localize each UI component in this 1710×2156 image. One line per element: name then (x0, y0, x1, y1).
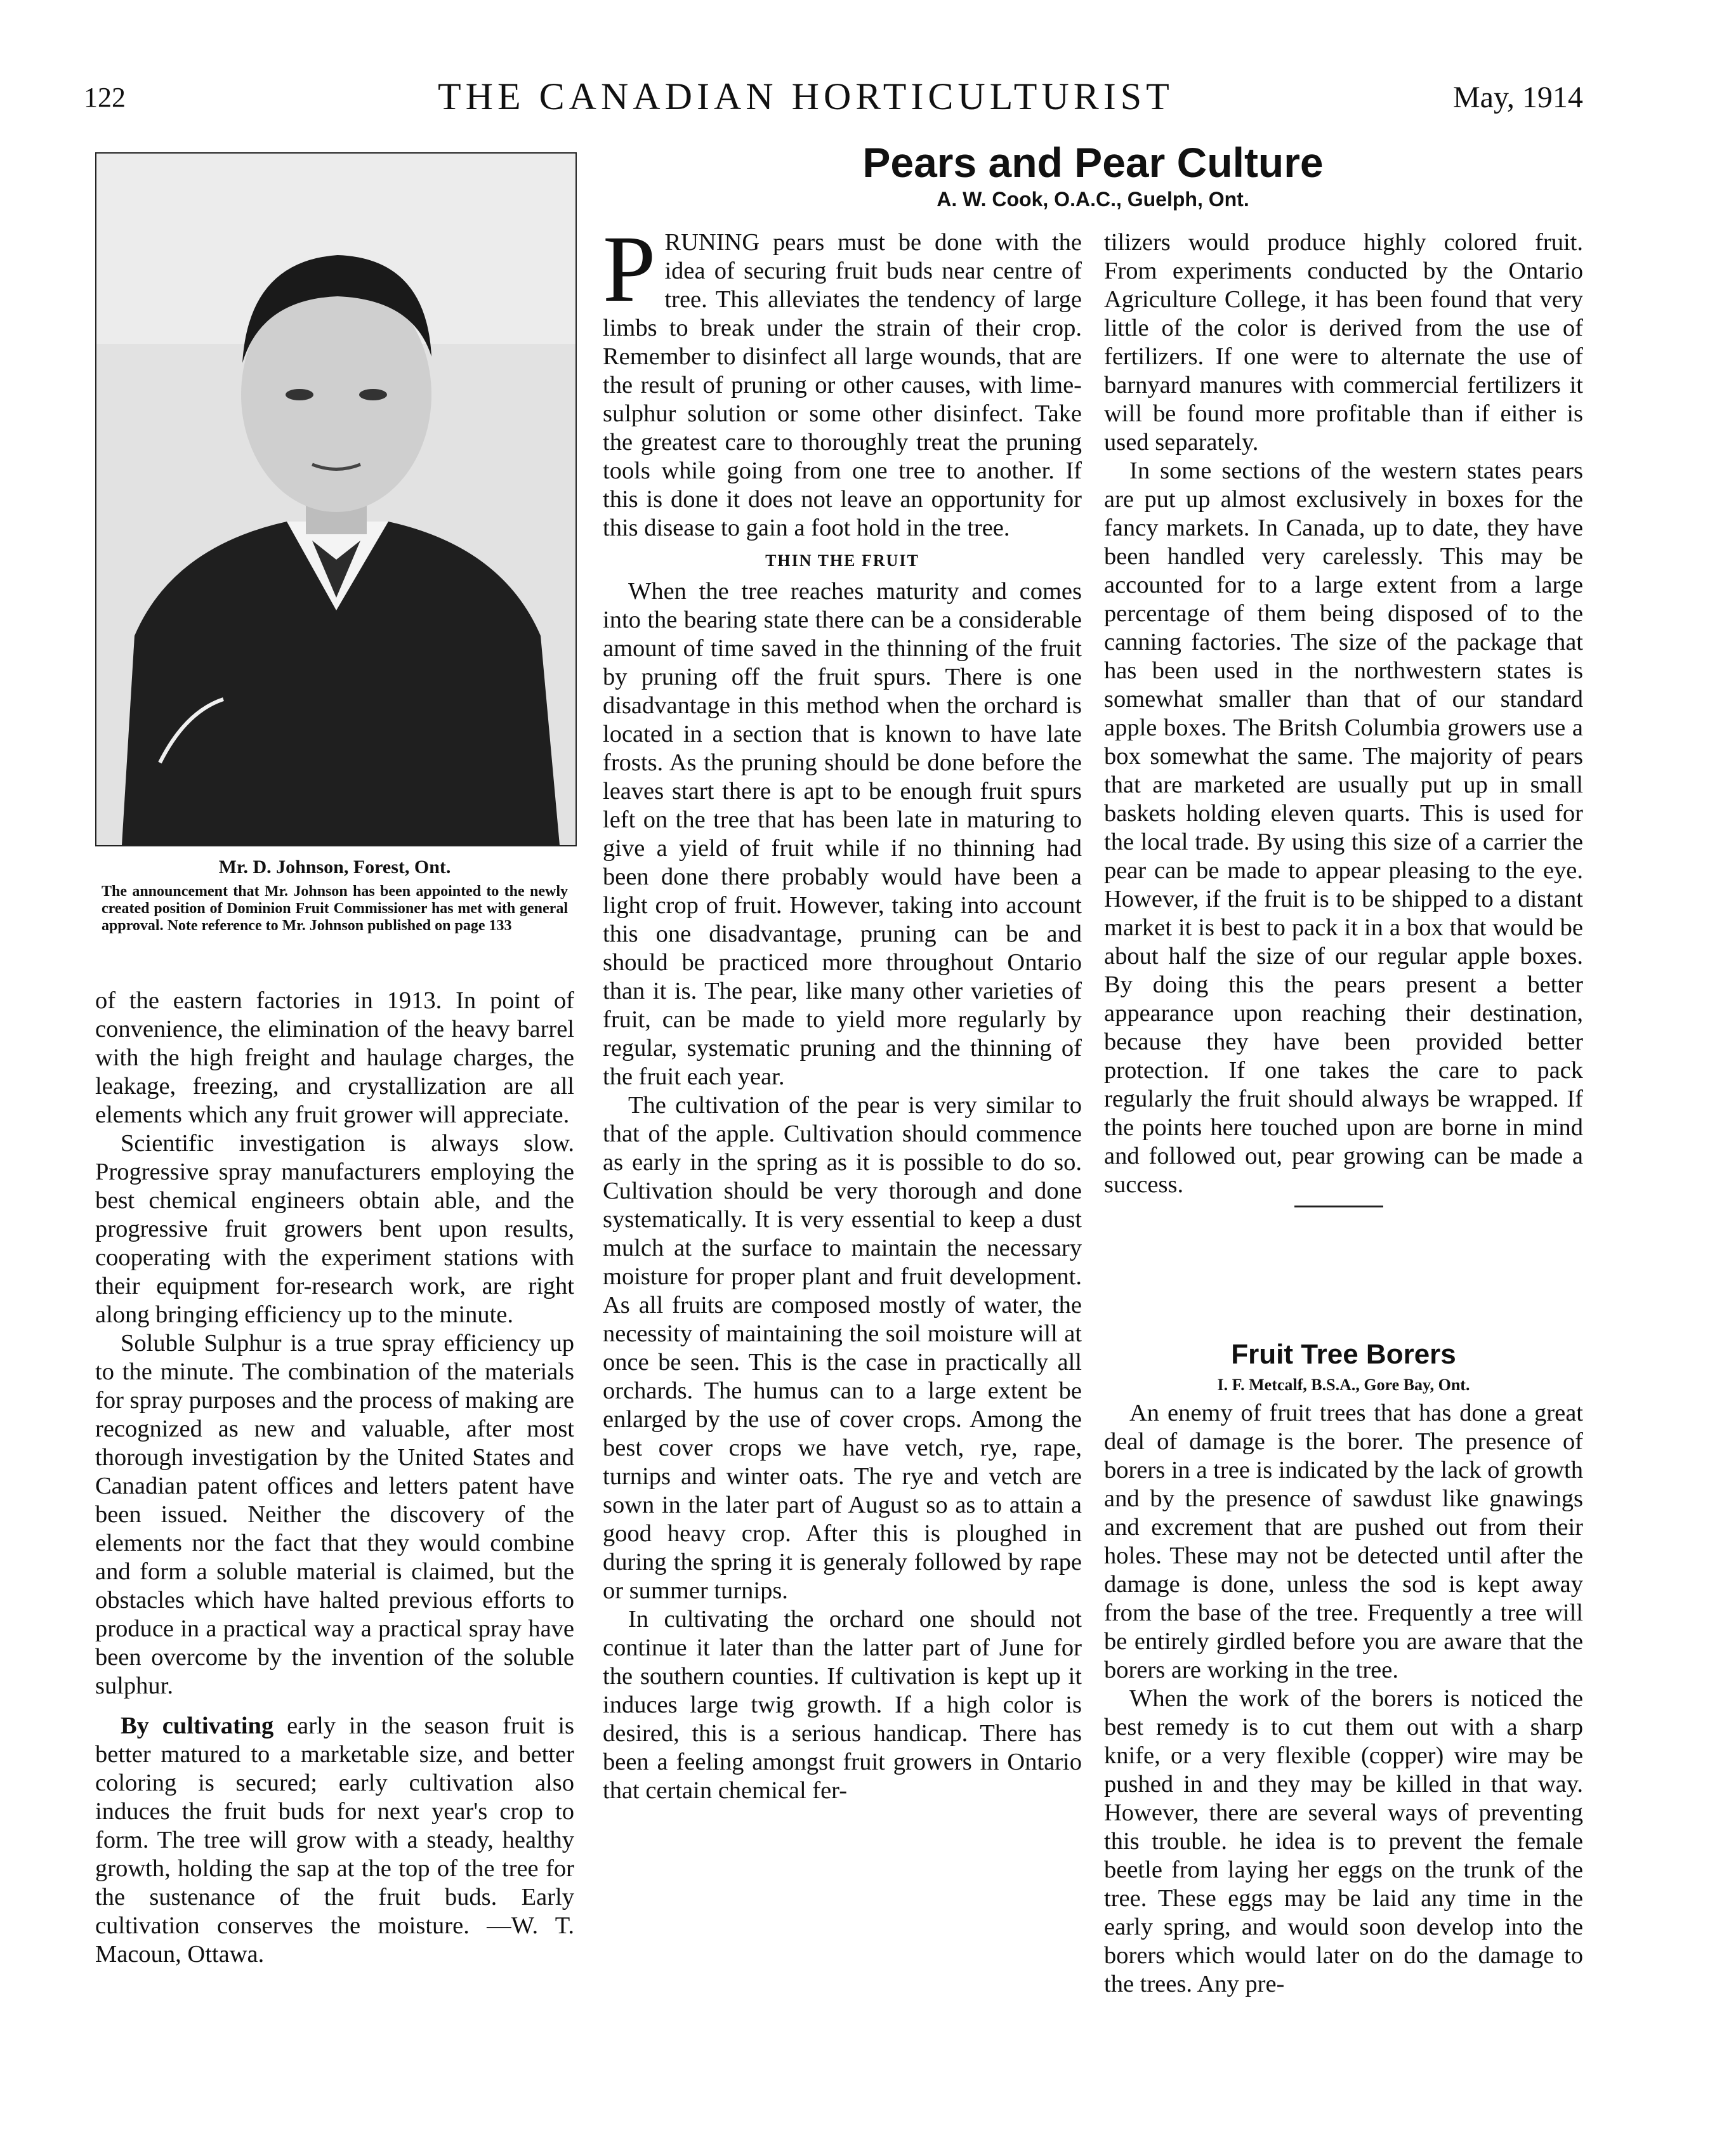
borers-paragraph-2: When the work of the borers is noticed the best remedy is to cut them out with a sharp knife, or a very flexible (copper) wire may be pushed in and they may be killed in that way. However, there are several ways of preventing this trouble. he idea is to prevent the female beetle from laying her eggs on the trunk of the tree. These eggs may be laid any time in the early spring, and would soon develop into the borers which would later on do the damage to the trees. Any pre- (1104, 1685, 1583, 1997)
borers-paragraph-1: An enemy of fruit trees that has done a great deal of damage is the borer. The presence of borers in a tree is indicated by the lack of growth and by the presence of sawdust like gnawings and excrement that are pushed out from their holes. These may not be detected until after the damage is done, unless the sod is kept away from the base of the tree. Frequently a tree will be entirely girdled before you are aware that the borers are working in the tree. (1104, 1400, 1583, 1683)
pears-intro-paragraph (603, 216, 1082, 542)
col1-paragraph-3: Soluble Sulphur is a true spray efficiency up to the minute. The combination of the materials for spray purposes and the process of making are recognized as new and valuable, after most thorough investigation by the United States and Canadian patent offices and letters patent have been issued. Neither the discovery of the elements nor the fact that they would combine and form a soluble material is claimed, but the obstacles which have halted previous efforts to produce in a practical way a practical spray have been overcome by the invention of the soluble sulphur. (95, 1330, 574, 1699)
issue-date: May, 1914 (1453, 81, 1583, 114)
col1-paragraph-2: Scientific investigation is always slow. Progressive spray manufacturers employing the best chemical engineers obtain able, and the progressive fruit growers bent upon results, cooperating with the experiment stations with their equipment for-research work, are right along bringing efficiency up to the minute. (95, 1130, 574, 1328)
pears-intro-text: RUNING pears must be done with the idea of securing fruit buds near centre of tree. This alleviates the tendency of large limbs to break under the strain of their crop. Remember to disinfect all large wounds, that are the result of pruning or other causes, with lime-sulphur solution or some other disinfect. Take the greatest care to thoroughly treat the pruning tools while going from one tree to another. If this is done it does not leave an opportunity for this disease to gain a foot hold in the tree. (603, 229, 1082, 541)
col1-cultivating-note (95, 1712, 574, 1969)
journal-title: THE CANADIAN HORTICULTURIST (438, 76, 1174, 117)
article-title-borers: Fruit Tree Borers (1231, 1339, 1456, 1370)
column-2 (603, 216, 1082, 1805)
drop-cap: P (603, 216, 656, 322)
column-1 (95, 987, 574, 1969)
article-title-pears: Pears and Pear Culture (862, 139, 1324, 186)
page-number: 122 (84, 82, 126, 113)
col2-paragraph-3: In cultivating the orchard one should not continue it later than the latter part of June for the southern counties. If cultivation is kept up it induces large twig growth. If a high color is desired, this is a serious handicap. There has been a feeling amongst fruit growers in Ontario that certain chemical fer- (603, 1606, 1082, 1804)
article-byline-pears: A. W. Cook, O.A.C., Guelph, Ont. (937, 188, 1249, 211)
article-byline-borers: I. F. Metcalf, B.S.A., Gore Bay, Ont. (1217, 1376, 1470, 1394)
col2-paragraph-1: When the tree reaches maturity and comes into the bearing state there can be a considerable amount of time saved in the thinning of the fruit by pruning off the fruit spurs. There is one disadvantage in this method when the orchard is located in a section that is known to have late frosts. As the pruning should be done before the leaves start there is apt to be enough fruit spurs left on the tree that has been late in maturing to give a yield of fruit while if no thinning had been done there probably would have been a light crop of fruit. However, taking into account this one disadvantage, pruning can be and should be practiced more throughout Ontario than it is. The pear, like many other varieties of fruit, can be made to yield more regularly by regular, systematic pruning and the thinning of the fruit each year. (603, 578, 1082, 1090)
col2-paragraph-2: The cultivation of the pear is very similar to that of the apple. Cultivation should commence as early in the spring as it is possible to do so. Cultivation should be very thorough and done systematically. It is very essential to keep a dust mulch at the surface to maintain the necessary moisture for proper plant and fruit development. As all fruits are composed mostly of water, the necessity of maintaining the soil moisture will at once be seen. This is the case in practically all orchards. The humus can to a large extent be enlarged by the use of cover crops. Among the best cover crops we have vetch, rye, rape, turnips and winter oats. The rye and vetch are sown in the later part of August so as to attain a good heavy crop. After this is ploughed in during the spring it is generaly followed by rape or summer turnips. (603, 1092, 1082, 1604)
col1-paragraph-1: of the eastern factories in 1913. In point of convenience, the elimination of the heavy barrel with the high freight and haulage charges, the leakage, freezing, and crystallization are all elements which any fruit grower will appreciate. (95, 987, 574, 1128)
photo-caption-text: The announcement that Mr. Johnson has been appointed to the newly created position of Dominion Fruit Commissioner has met with general approval. Note reference to Mr. Johnson published on page 133 (102, 883, 568, 934)
column-3 (1104, 228, 1583, 1214)
column-3-borers (1104, 1399, 1583, 1999)
col3-paragraph-1: tilizers would produce highly colored fruit. From experiments conducted by the Ontario Agriculture College, it has been found that very little of the color is derived from the use of fertilizers. If one were to alternate the use of barnyard manures with commercial fertilizers it will be found more profitable than if either is used separately. (1104, 229, 1583, 456)
cultivating-lead: By cultivating (121, 1712, 274, 1739)
col3-paragraph-2: In some sections of the western states pears are put up almost exclusively in boxes for the fancy markets. In Canada, up to date, they have been handled very carelessly. This may be accounted for to a large extent from a large percentage of them being disposed of to the canning factories. The size of the package that has been used in the northwestern states is somewhat smaller than that of our standard apple boxes. The Britsh Columbia growers use a box somewhat the same. The majority of pears that are marketed are usually put up in small baskets holding eleven quarts. This is used for the local trade. By using this size of a carrier the pear can be made to appear pleasing to the eye. However, if the fruit is to be shipped to a distant market it is best to pack it in a box that would be about half the size of our regular apple boxes. By doing this the pears present a better appearance upon reaching their destination, because they have been provided better protection. If one takes the care to pack regularly the fruit should always be wrapped. If the points here touched upon are borne in mind and followed out, pear growing can be made a success. (1104, 457, 1583, 1198)
photo-caption-name: Mr. D. Johnson, Forest, Ont. (218, 857, 451, 878)
subhead-thin-the-fruit: THIN THE FRUIT (765, 551, 919, 570)
portrait-photo (95, 152, 577, 846)
article-divider (1294, 1206, 1383, 1207)
portrait-figure (96, 154, 575, 845)
cultivating-text: early in the season fruit is better matured to a marketable size, and better coloring is secured; early cultivation also induces the fruit buds for next year's crop to form. The tree will grow with a steady, healthy growth, holding the sap at the top of the tree for the sustenance of the fruit buds. Early cultivation conserves the moisture. —W. T. Macoun, Ottawa. (95, 1712, 575, 1968)
